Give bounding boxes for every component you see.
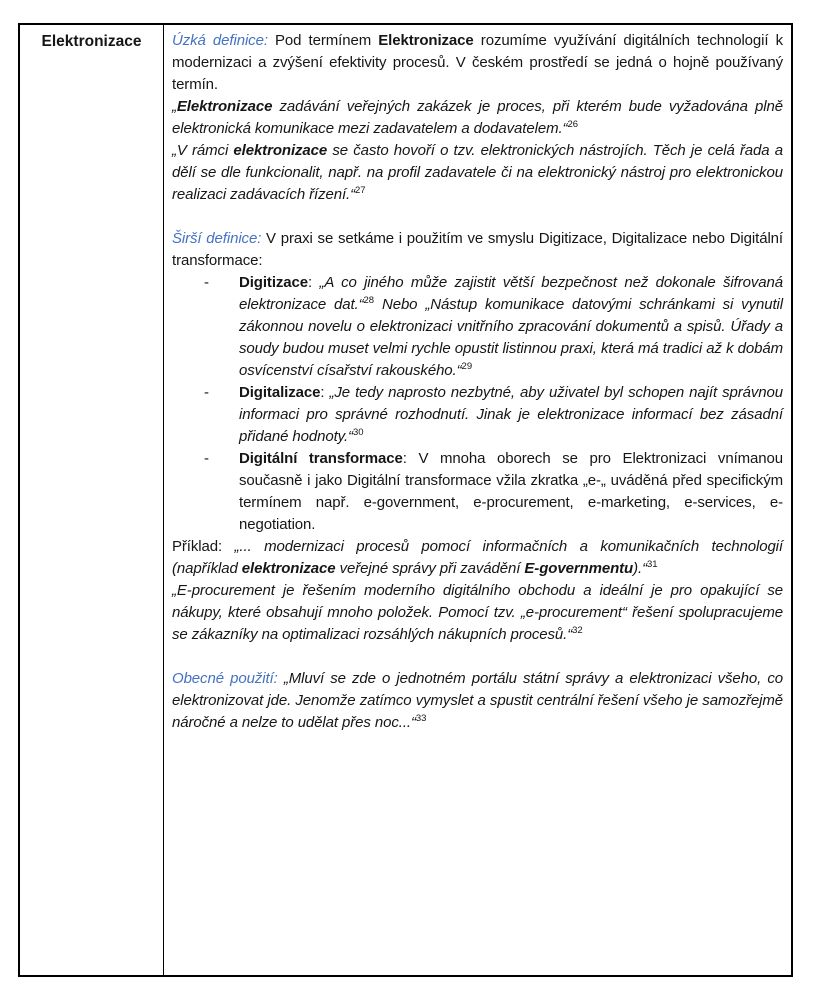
text-run: Obecné použití: [172,670,278,687]
paragraph [172,228,783,272]
footnote-ref: 30 [352,427,364,438]
text-run: Širší definice: [172,230,262,247]
definition-cell [164,25,791,975]
text-run: : [308,274,320,291]
term-label: Elektronizace [41,33,142,50]
text-run: : [320,384,330,401]
text-run: „Mluví se zde o jednotném portálu státní správy a elektronizaci všeho, co elektronizovat jde. Jenomže zatímco vymyslet a spustit centrální řešení všeho je samozřejmě náročné a nelze to udělat přes noc...“ [172,670,783,731]
text-run: Pod termínem [267,32,379,49]
footnote-ref: 28 [363,295,375,306]
text-run: Digitální transformace [239,450,403,467]
bullet-marker: - [204,384,209,401]
text-run: : V mnoha oborech se pro Elektronizaci vnímanou současně i jako Digitální transformace vžila zkratka „e-„ uváděná před specifickým termínem např. e-government, e-procurement, e-marketing, e-services, e-negotiation. [239,450,783,533]
terminology-table [18,23,793,977]
footnote-ref: 31 [646,559,658,570]
text-run: Příklad: [172,538,235,555]
bullet-item [172,448,783,536]
text-run: Digitalizace [239,384,321,401]
footnote-ref: 29 [461,361,473,372]
paragraph [172,140,783,206]
bullet-marker: - [204,450,209,467]
text-run: Úzká definice: [172,32,268,49]
bullet-marker: - [204,274,209,291]
paragraph [172,580,783,646]
text-run: V praxi se setkáme i použitím ve smyslu Digitizace, Digitalizace nebo Digitální transformace: [172,230,783,269]
text-run: Elektronizace [378,32,474,49]
text-run: „Je tedy naprosto nezbytné, aby uživatel byl schopen najít správnou informaci pro správné rozhodnutí. Jinak je elektronizace informací bez zásadní přidané hodnoty.“ [239,384,783,445]
text-run: elektronizace [233,142,328,159]
text-run: „A co jiného může zajistit větší bezpečnost než dokonale šifrovaná elektronizace dat.“ [239,274,784,313]
term-cell [20,25,164,975]
footnote-ref: 27 [355,185,366,196]
text-run: „ [172,98,177,115]
bullet-item [172,382,783,448]
text-run: Digitizace [239,274,309,291]
text-run: Nebo „Nástup komunikace datovými schránkami si vynutil zákonnou novelu o elektronizaci vnitřního zpracování dokumentů a spisů. Úřady a soudy budou muset velmi rychle opustit listinnou praxi, která má tradici až k dobám osvícenství císařství rakouského.“ [239,296,783,379]
blank-line [172,646,783,668]
text-run: Elektronizace [176,98,273,115]
text-run: veřejné správy při zavádění [335,560,525,577]
text-run: E-governmentu [524,560,634,577]
footnote-ref: 26 [567,119,579,130]
footnote-ref: 32 [572,625,583,636]
bullet-item [172,272,783,382]
text-run: rozumíme využívání digitálních technologií k modernizaci a zvýšení efektivity procesů. V českém prostředí se jedná o hojně používaný termín. [172,32,784,93]
text-run: „E-procurement je řešením moderního digitálního obchodu a ideální je pro opakující se nákupy, které obsahují mnoho položek. Pomocí tzv. „e-procurement“ řešení spolupracujeme se zákazníky na optimalizaci rozsáhlých nákupních procesů.“ [172,582,783,643]
blank-line [172,206,783,228]
text-run: „... modernizaci procesů pomocí informačních a komunikačních technologií (například [172,538,783,577]
text-run: ).“ [633,560,647,577]
paragraph [172,536,783,580]
paragraph [172,30,783,96]
text-run: zadávání veřejných zakázek je proces, při kterém bude vyžadována plně elektronická komunikace mezi zadavatelem a dodavatelem.“ [172,98,783,137]
text-run: se často hovoří o tzv. elektronických nástrojích. Těch je celá řada a dělí se dle funkcionalit, např. na profil zadavatele či na elektronický nástroj pro elektronickou realizaci zadávacích řízení.“ [172,142,783,203]
footnote-ref: 33 [415,713,427,724]
text-run: elektronizace [241,560,336,577]
paragraph [172,668,783,734]
text-run: „V rámci [172,142,234,159]
paragraph [172,96,783,140]
